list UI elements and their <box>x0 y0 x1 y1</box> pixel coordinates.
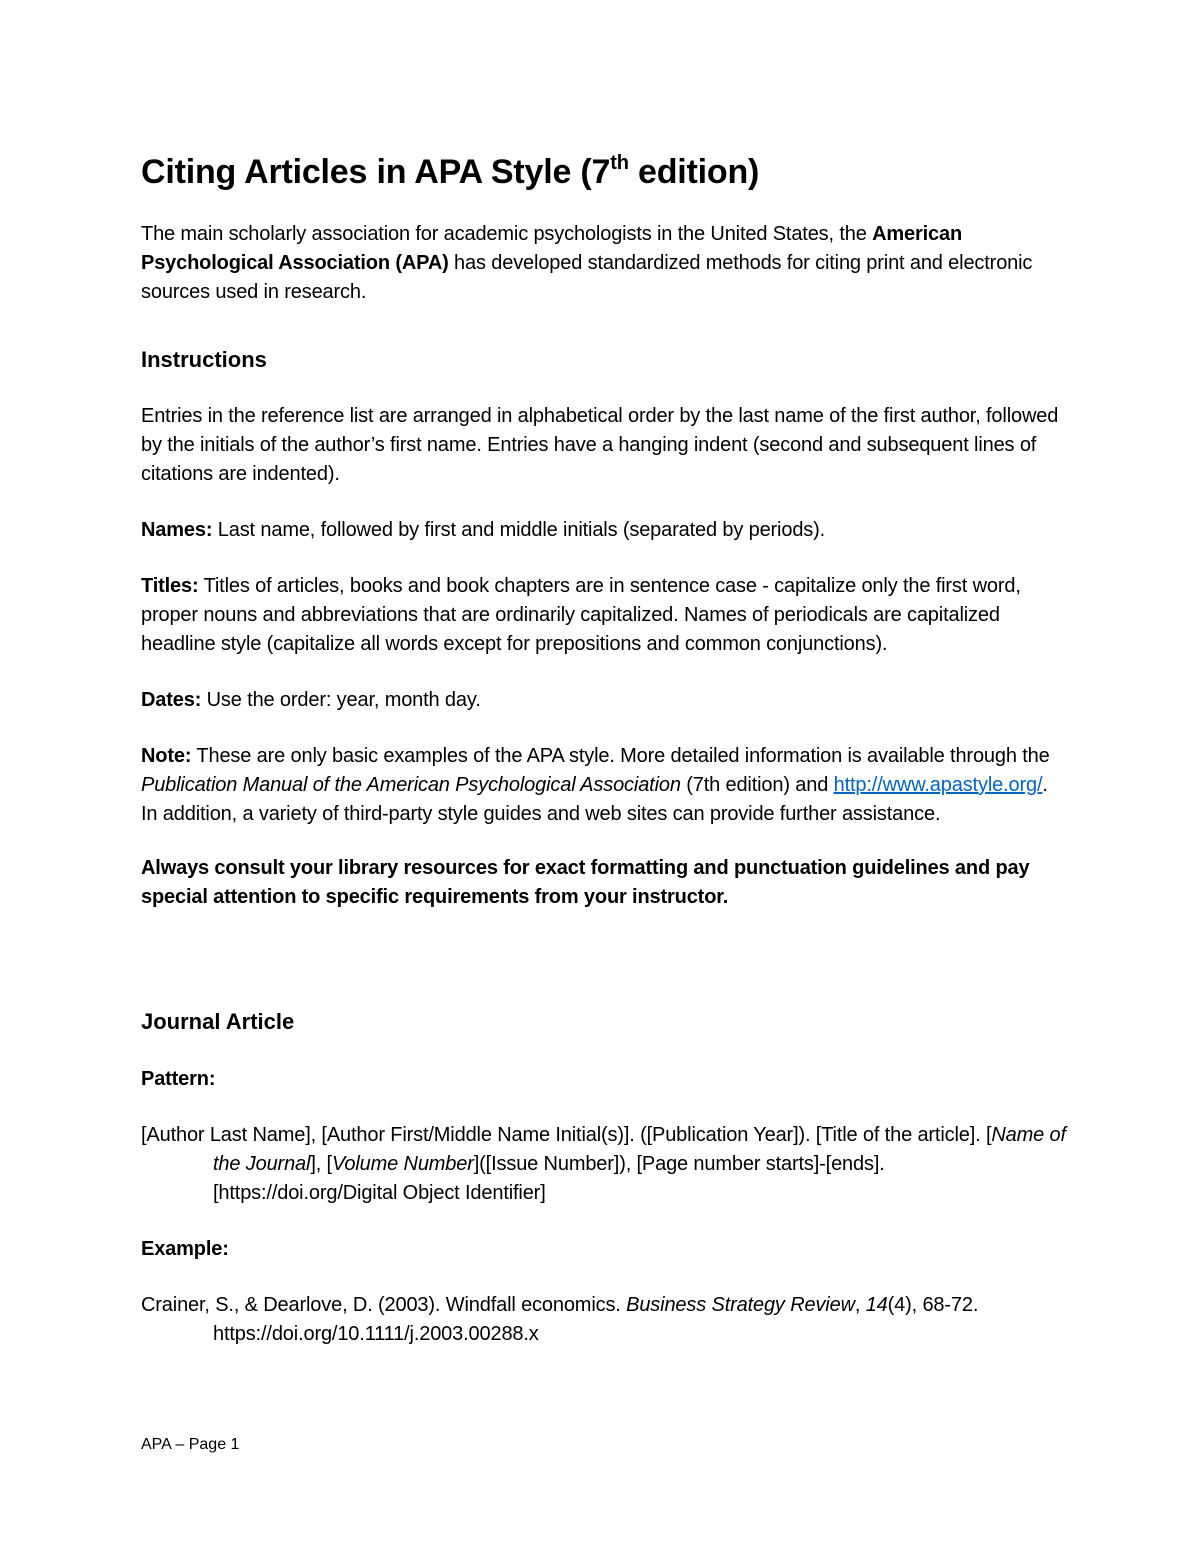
page-title: Citing Articles in APA Style (7th edition) <box>141 152 760 191</box>
instructions-paragraph: Entries in the reference list are arranged in alphabetical order by the last name of the first author, followed by the initials of the author’s first name. Entries have a hanging indent (second and subsequent lines of citations are indented). <box>141 405 1059 485</box>
consult-paragraph: Always consult your library resources for exact formatting and punctuation guidelines and pay special attention to specific requirements from your instructor. <box>141 857 1030 908</box>
journal-article-heading: Journal Article <box>141 1009 295 1034</box>
apastyle-link[interactable]: http://www.apastyle.org/ <box>833 774 1043 796</box>
note-paragraph: Note: These are only basic examples of the APA style. More detailed information is available through the Publication Manual of the American Psychological Association (7th edition) and http://www.apastyle.org/. In addition, a variety of third-party style guides and web sites can provide further assistance. <box>141 745 1050 825</box>
title-superscript: th <box>610 152 629 174</box>
pattern-label: Pattern: <box>141 1068 216 1090</box>
intro-paragraph: The main scholarly association for academic psychologists in the United States, the American Psychological Association (APA) has developed standardized methods for citing print and electronic sources used in research. <box>141 223 1033 303</box>
example-citation: Crainer, S., & Dearlove, D. (2003). Windfall economics. Business Strategy Review, 14(4), 68-72. https://doi.org/10.1111/j.2003.00288.x <box>141 1294 979 1345</box>
document-body <box>141 148 1066 1349</box>
titles-paragraph: Titles: Titles of articles, books and book chapters are in sentence case - capitalize only the first word, proper nouns and abbreviations that are ordinarily capitalized. Names of periodicals are capitalized headline style (capitalize all words except for prepositions and common conjunctions). <box>141 575 1021 655</box>
manual-title: Publication Manual of the American Psychological Association <box>141 774 681 796</box>
page-footer: APA – Page 1 <box>141 1436 240 1453</box>
example-label: Example: <box>141 1238 229 1260</box>
instructions-heading: Instructions <box>141 347 267 372</box>
dates-paragraph: Dates: Use the order: year, month day. <box>141 689 481 711</box>
pattern-citation: [Author Last Name], [Author First/Middle Name Initial(s)]. ([Publication Year]). [Title of the article]. [Name of the Journal], [Volume Number]([Issue Number]), [Page number starts]-[ends]. [https://doi.org/Digital Object Identifier] <box>141 1124 1066 1204</box>
names-paragraph: Names: Last name, followed by first and middle initials (separated by periods). <box>141 519 826 541</box>
apa-name: American Psychological Association (APA) <box>141 223 963 274</box>
